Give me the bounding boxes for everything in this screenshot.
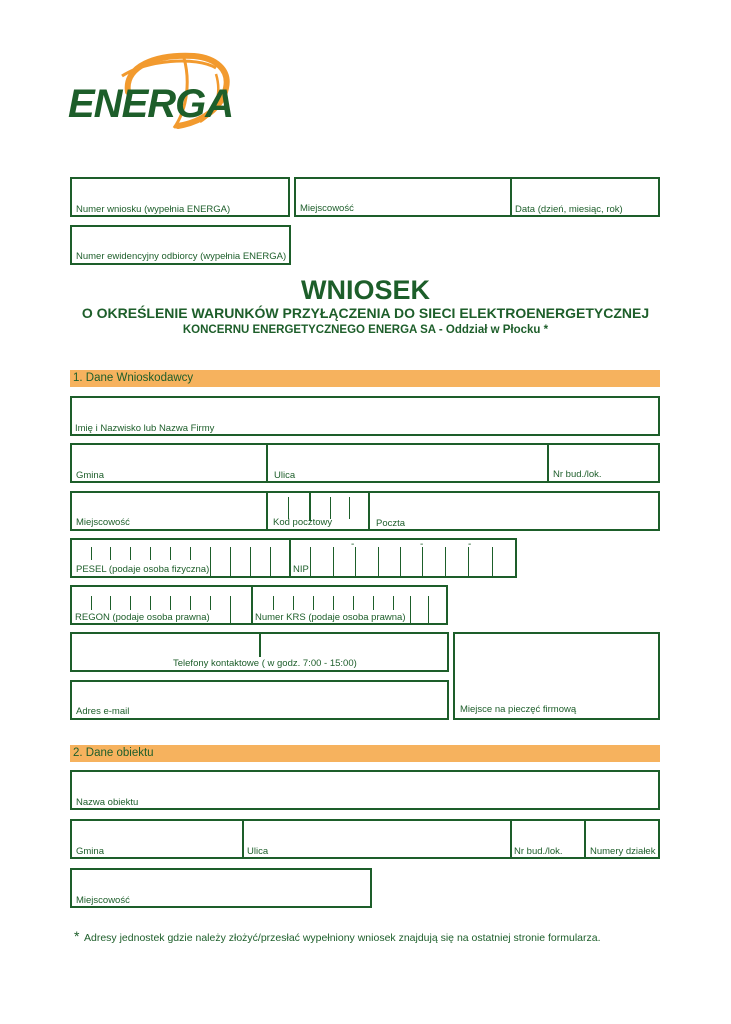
applicant-place-label: Miejscowość	[76, 517, 130, 528]
nip-box[interactable]	[289, 538, 517, 578]
request-number-label: Numer wniosku (wypełnia ENERGA)	[76, 204, 231, 215]
title-line1: O OKREŚLENIE WARUNKÓW PRZYŁĄCZENIA DO SIECI ELEKTROENERGETYCZNEJ	[81, 305, 650, 321]
object-street-label: Ulica	[247, 846, 269, 857]
krs-digit-divider	[428, 596, 429, 623]
section1-header	[70, 370, 660, 387]
regon-digit-divider	[110, 596, 111, 610]
nip-label: NIP	[293, 564, 309, 575]
applicant-name-label: Imię i Nazwisko lub Nazwa Firmy	[75, 423, 215, 434]
nip-digit-divider	[422, 547, 423, 576]
section2-heading: 2. Dane obiektu	[73, 747, 154, 759]
header-place-label: Miejscowość	[300, 203, 354, 214]
pesel-digit-divider	[250, 547, 251, 576]
nip-digit-divider	[378, 547, 379, 576]
krs-digit-divider	[273, 596, 274, 610]
pesel-digit-divider	[270, 547, 271, 576]
phones-label: Telefony kontaktowe ( w godz. 7:00 - 15:00)	[173, 658, 357, 669]
applicant-building-label: Nr bud./lok.	[553, 469, 602, 480]
krs-digit-divider	[313, 596, 314, 610]
pesel-digit-divider	[210, 547, 211, 576]
object-name-box[interactable]	[70, 770, 660, 810]
customer-number-label: Numer ewidencyjny odbiorcy (wypełnia ENERGA)	[76, 251, 287, 262]
post-office-box[interactable]	[368, 491, 660, 531]
postal-code-divider	[349, 497, 350, 519]
regon-digit-divider	[150, 596, 151, 610]
krs-label: Numer KRS (podaje osoba prawna)	[255, 612, 406, 623]
email-label: Adres e-mail	[76, 706, 130, 717]
pesel-digit-divider	[190, 547, 191, 560]
pesel-digit-divider	[150, 547, 151, 560]
nip-dash: -	[468, 539, 472, 550]
nip-digit-divider	[400, 547, 401, 576]
regon-digit-divider	[170, 596, 171, 610]
krs-digit-divider	[333, 596, 334, 610]
krs-digit-divider	[410, 596, 411, 623]
nip-digit-divider	[492, 547, 493, 576]
company-stamp-label: Miejsce na pieczęć firmową	[460, 704, 577, 715]
post-office-label: Poczta	[376, 518, 406, 529]
object-gmina-label: Gmina	[76, 846, 104, 857]
pesel-digit-divider	[91, 547, 92, 560]
title-line2: KONCERNU ENERGETYCZNEGO ENERGA SA - Oddział w Płocku *	[182, 324, 549, 336]
nip-digit-divider	[310, 547, 311, 576]
postal-code-divider	[330, 497, 331, 519]
object-street-box[interactable]	[242, 819, 512, 859]
phones-divider	[259, 632, 261, 657]
pesel-digit-divider	[230, 547, 231, 576]
nip-dash: -	[420, 539, 424, 550]
regon-label: REGON (podaje osoba prawna)	[75, 612, 210, 623]
applicant-street-box[interactable]	[266, 443, 549, 483]
nip-digit-divider	[333, 547, 334, 576]
footnote-text: Adresy jednostek gdzie należy złożyć/przesłać wypełniony wniosek znajdują się na ostatniej stronie formularza.	[84, 932, 601, 944]
energa-logo	[66, 52, 236, 134]
krs-digit-divider	[293, 596, 294, 610]
applicant-street-label: Ulica	[274, 470, 296, 481]
regon-digit-divider	[130, 596, 131, 610]
object-name-label: Nazwa obiektu	[76, 797, 139, 808]
postal-code-label: Kod pocztowy	[273, 517, 333, 528]
footnote-marker: *	[74, 928, 80, 944]
pesel-digit-divider	[130, 547, 131, 560]
section1-heading: 1. Dane Wnioskodawcy	[73, 372, 194, 384]
object-place-label: Miejscowość	[76, 895, 130, 906]
krs-digit-divider	[373, 596, 374, 610]
logo-text: ENERGA	[68, 82, 234, 126]
pesel-digit-divider	[170, 547, 171, 560]
pesel-label: PESEL (podaje osoba fizyczna)	[76, 564, 210, 575]
nip-digit-divider	[445, 547, 446, 576]
krs-digit-divider	[393, 596, 394, 610]
postal-code-divider	[288, 497, 289, 519]
object-building-label: Nr bud./lok.	[514, 846, 563, 857]
page-title: WNIOSEK	[300, 275, 430, 305]
plots-label: Numery działek	[590, 846, 656, 857]
regon-digit-divider	[210, 596, 211, 610]
nip-dash: -	[351, 539, 355, 550]
regon-digit-divider	[190, 596, 191, 610]
pesel-digit-divider	[110, 547, 111, 560]
nip-digit-divider	[468, 547, 469, 576]
krs-digit-divider	[353, 596, 354, 610]
date-label: Data (dzień, miesiąc, rok)	[515, 204, 623, 215]
regon-digit-divider	[91, 596, 92, 610]
applicant-gmina-label: Gmina	[76, 470, 104, 481]
regon-digit-divider	[230, 596, 231, 623]
nip-digit-divider	[355, 547, 356, 576]
section2-header	[70, 745, 660, 762]
